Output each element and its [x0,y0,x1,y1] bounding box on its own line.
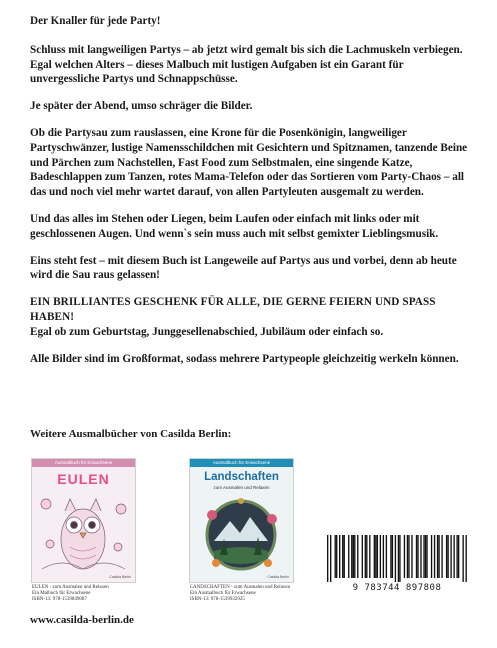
barcode-bar [462,535,463,582]
barcode-bar [351,535,352,578]
caption-line: LANDSCHAFTEN - zum Ausmalen und Relaxen [190,585,291,590]
barcode-bar [339,535,340,578]
barcode-bar [392,535,393,578]
paragraph-format: Alle Bilder sind im Großformat, sodass mehrere Partypeople gleichzeitig werkeln können. [30,352,459,365]
barcode-bar [348,535,349,578]
barcode-bar [426,535,427,578]
barcode-bar [383,535,384,578]
barcode-bar [450,535,451,578]
barcode-bar [335,535,336,578]
gift-caps-line: EIN BRILLIANTES GESCHENK FÜR ALLE, DIE GERNE FEIERN UND SPASS HABEN! [30,296,436,323]
paragraph-gift [30,295,472,339]
barcode-bar [380,535,381,578]
barcode-bar [431,535,432,578]
barcode-bar [354,535,355,578]
barcode-bar [456,535,457,578]
barcode-bar [365,535,366,578]
paragraph-usage: Und das alles im Stehen oder Liegen, beim Laufen oder einfach mit links oder mit geschlossenen Augen. Und wenn`s sein muss auch mit selbst gemixter Lieblingsmusik. [30,212,439,240]
caption-line: ISBN-13: 978-1539932925 [190,597,245,603]
barcode-bar [398,535,399,582]
barcode-bar [374,535,375,578]
barcode-bar [395,535,396,582]
barcode-bar [417,535,418,578]
more-books-label: Weitere Ausmalbücher von Casilda Berlin: [30,428,232,440]
barcode-bar [377,535,378,578]
barcode-bar [441,535,442,578]
caption-line: Ein Malbuch für Erwachsene [32,591,91,597]
caption-line: ISBN-13: 978-1539849087 [32,597,87,603]
barcode-bar [362,535,363,578]
barcode-bar [423,535,424,578]
barcode-bar [465,535,466,582]
barcode-bar [327,535,328,582]
barcode-bar [407,535,408,578]
barcode-bar [330,535,331,582]
barcode-bar [416,535,417,578]
barcode-bar [369,535,370,578]
cover-top-banner: Ausmalbuch für Erwachsene [190,459,293,467]
cover-top-banner: Ausmalbuch für Erwachsene [32,459,135,467]
cover-author: Casilda Berlin [267,575,289,579]
barcode-bar [390,535,391,578]
barcode-bar [458,535,459,578]
caption-line: Ein Ausmalbuch für Erwachsene [190,591,256,597]
barcode-bar [344,535,345,578]
owl-illustration [32,459,135,582]
landscape-illustration [190,459,293,582]
barcode-bar [386,535,387,578]
paragraph-intro: Schluss mit langweiligen Partys – ab jetzt wird gemalt bis sich die Lachmuskeln verbiegen. Egal welchen Alters – dieses Malbuch mit lustigen Aufgaben ist ein Garant für unvergessliche Partys und Schnappschüsse. [30,43,463,86]
gift-occasions-line: Egal ob zum Geburtstag, Junggesellenabschied, Jubiläum oder einfach so. [30,325,384,338]
paragraph-conclusion: Eins steht fest – mit diesem Buch ist Langeweile auf Partys aus und vorbei, denn ab heute wird die Sau raus gelassen! [30,254,457,282]
barcode-bar [453,535,454,578]
barcode-bar [420,535,421,578]
barcode-bar [411,535,412,578]
website-url: www.casilda-berlin.de [30,614,134,626]
book-caption-landschaften [190,585,300,604]
book-cover-eulen [32,459,135,582]
cover-title: Landschaften [204,471,279,483]
isbn-barcode [327,535,467,582]
barcode-number: 9 783744 897808 [352,583,442,593]
barcode-bar [353,535,354,578]
cover-subtitle: zum Ausmalen und Relaxen [213,485,270,490]
barcode-bar [399,535,400,582]
book-caption-eulen [32,585,142,604]
barcode-bar [375,535,376,578]
barcode-bar [366,535,367,578]
barcode-bar [408,535,409,578]
cover-title: EULEN [57,471,110,487]
paragraph-contents: Ob die Partysau zum rauslassen, eine Krone für die Posenkönigin, langweiliger Partyschwänzer, lustige Namensschildchen mit Gesichtern und Spitznamen, tanzende Beine und Pärchen zum Nachstellen, Fast Food zum Selbstmalen, eine singende Katze, Badeschlappen zum Tanzen, rotes Mama-Telefon oder das Sortieren vom Party-Chaos – all das und noch viel mehr wartet darauf, von allen Partyleuten ausgemalt zu werden. [30,126,468,199]
barcode-bar [357,535,358,578]
barcode-bar [438,535,439,578]
book-cover-landschaften [190,459,293,582]
caption-line: EULEN - zum Ausmalen und Relaxen [32,585,109,590]
barcode-bar [404,535,405,578]
barcode-bar [434,535,435,578]
barcode-bar [447,535,448,578]
barcode-bar [425,535,426,578]
barcode-bar [342,535,343,578]
barcode-bar [437,535,438,578]
barcode-bar [446,535,447,578]
cover-author: Casilda Berlin [109,575,131,579]
headline: Der Knaller für jede Party! [30,15,161,27]
barcode-bar [336,535,337,578]
back-cover-text [30,14,472,378]
paragraph-tagline: Je später der Abend, umso schräger die Bilder. [30,100,253,113]
